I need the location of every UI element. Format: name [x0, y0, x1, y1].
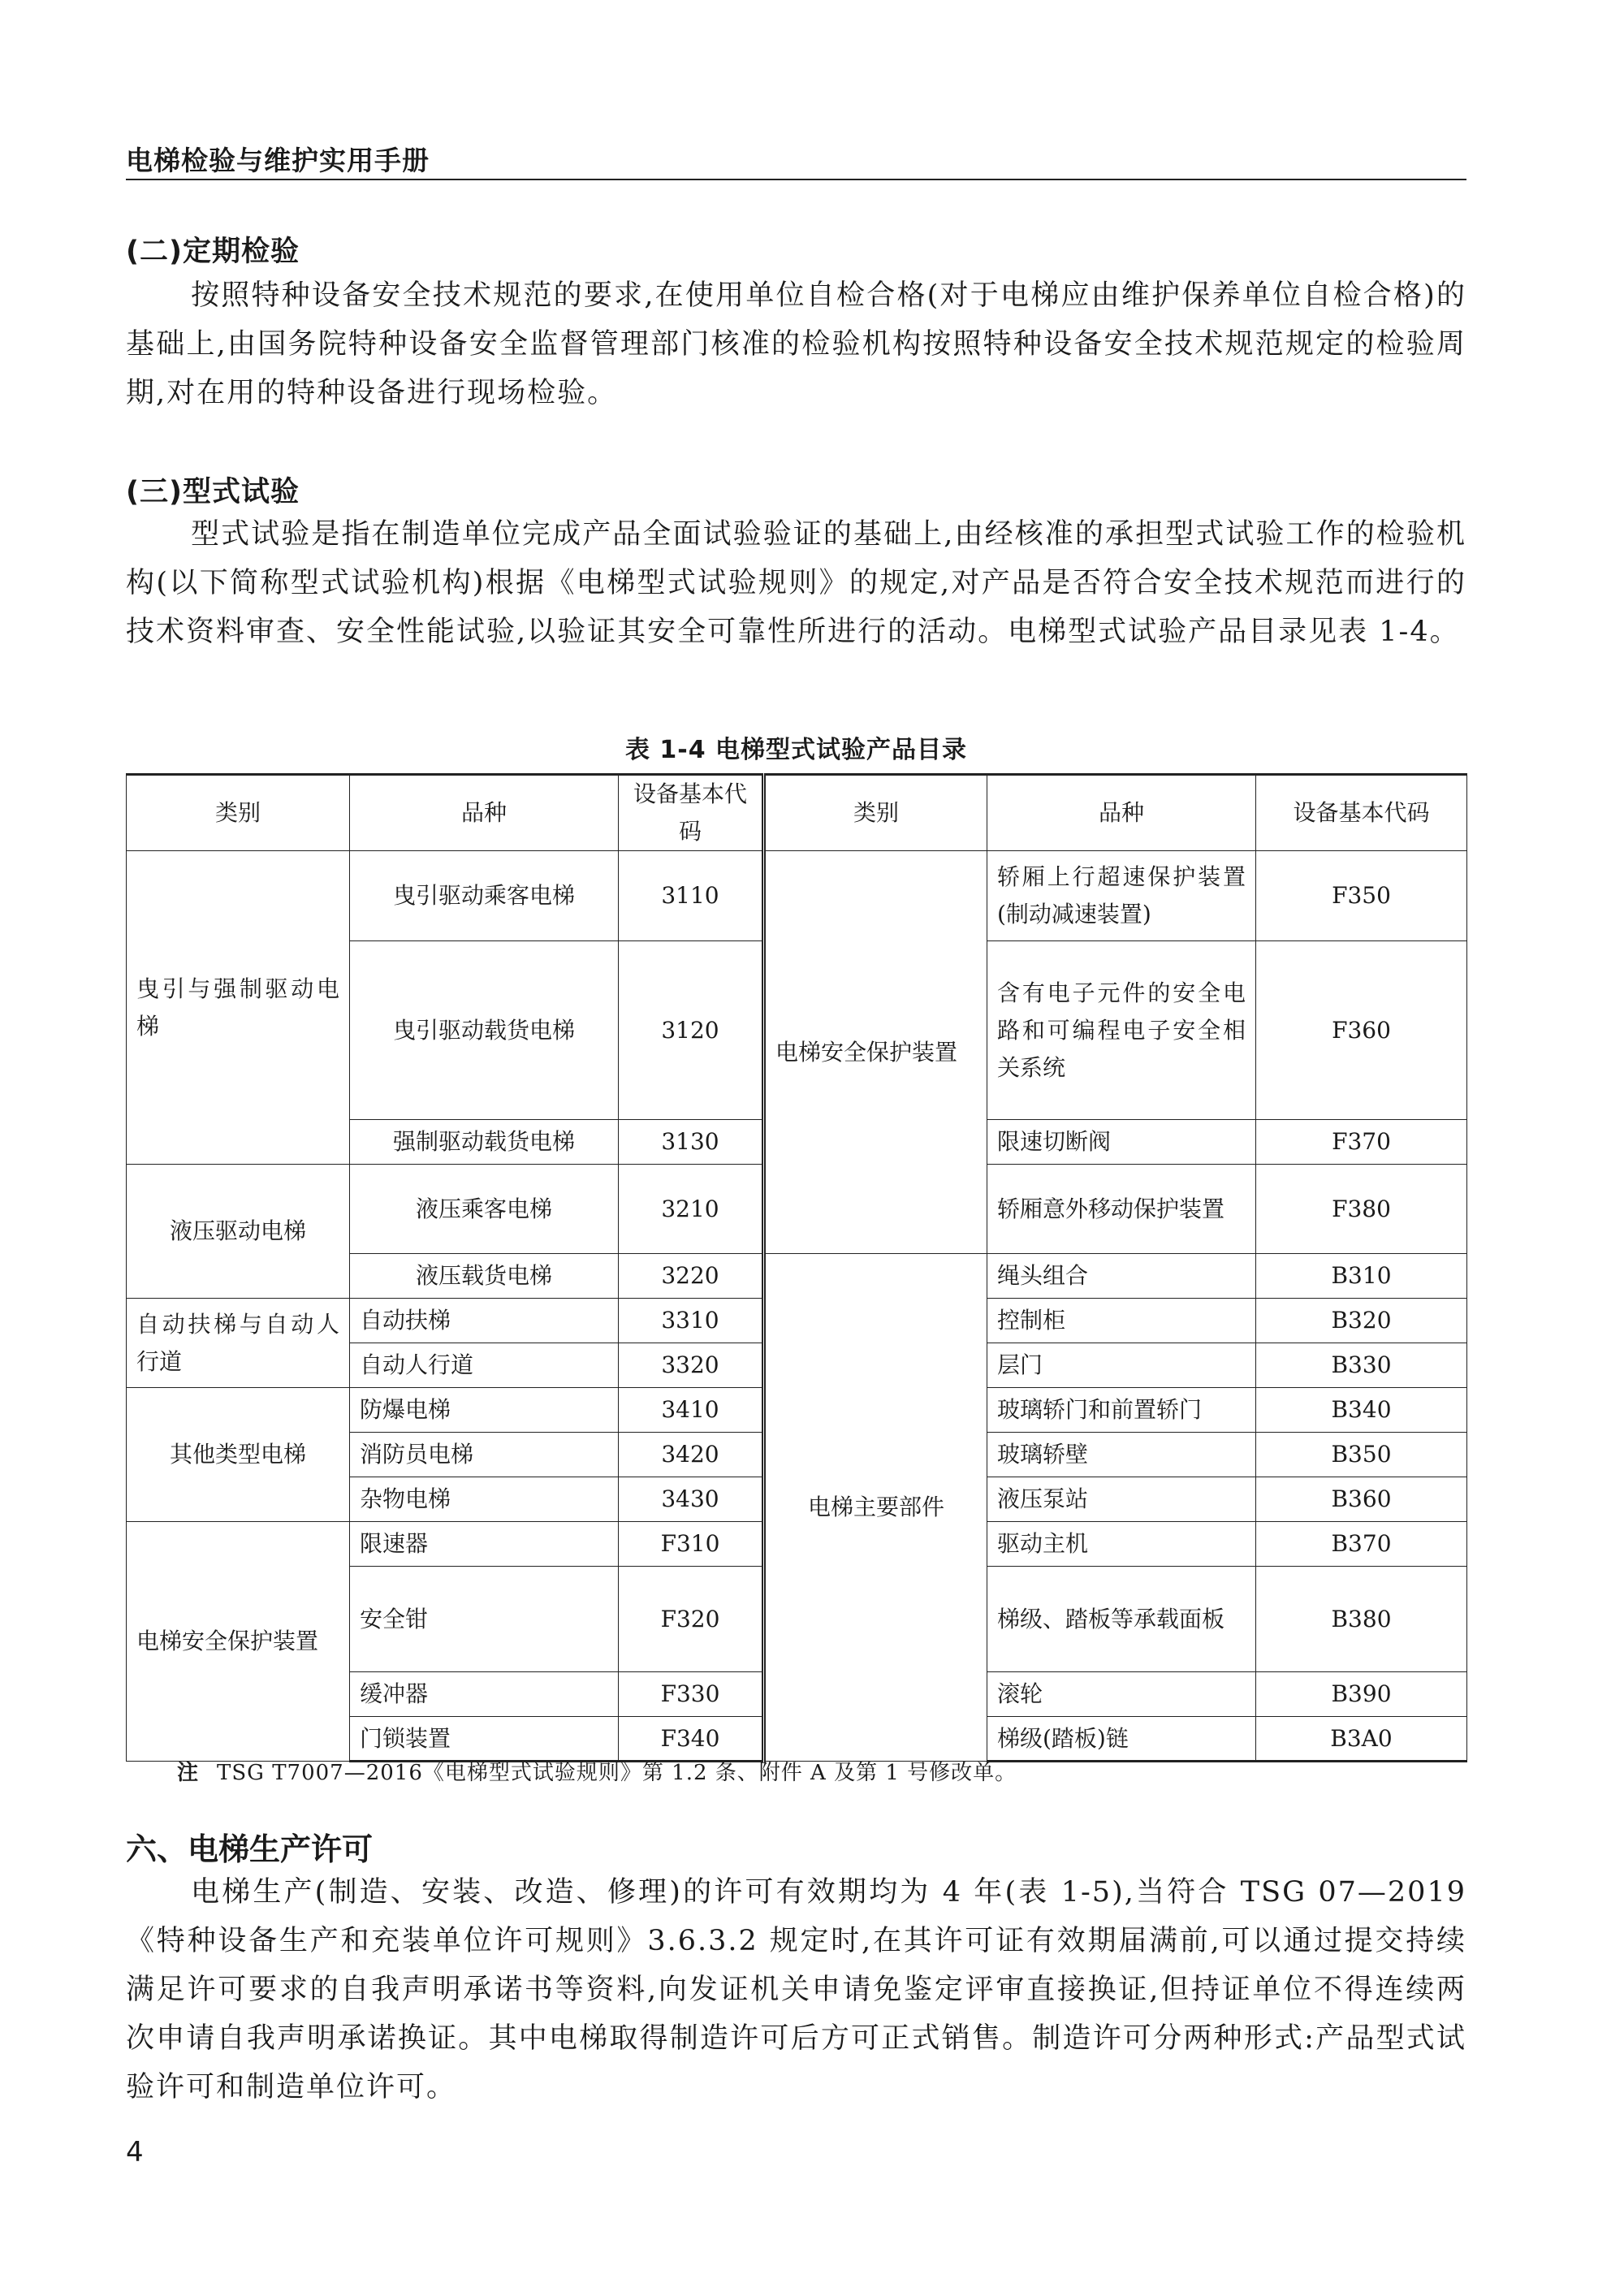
variety-cell: 含有电子元件的安全电路和可编程电子安全相关系统 [987, 941, 1256, 1120]
code-cell: F310 [619, 1522, 764, 1567]
heading-production-license: 六、电梯生产许可 [126, 1831, 374, 1867]
code-cell: F350 [1256, 851, 1467, 941]
code-cell: 3430 [619, 1477, 764, 1522]
category-cell: 自动扶梯与自动人行道 [127, 1299, 350, 1388]
header-variety-left: 品种 [350, 775, 619, 851]
code-cell: B340 [1256, 1388, 1467, 1433]
heading-periodic-inspection: (二)定期检验 [126, 236, 300, 268]
code-cell: 3210 [619, 1165, 764, 1254]
category-cell: 电梯安全保护装置 [127, 1522, 350, 1762]
code-cell: F360 [1256, 941, 1467, 1120]
type-test-catalog-table [126, 773, 1467, 1762]
variety-cell: 限速器 [350, 1522, 619, 1567]
paragraph-type-test: 型式试验是指在制造单位完成产品全面试验验证的基础上,由经核准的承担型式试验工作的检验机构(以下简称型式试验机构)根据《电梯型式试验规则》的规定,对产品是否符合安全技术规范而进行的技术资料审查、安全性能试验,以验证其安全可靠性所进行的活动。电梯型式试验产品目录见表 1-4。 [126, 518, 1466, 648]
code-cell: B350 [1256, 1433, 1467, 1477]
variety-cell: 防爆电梯 [350, 1388, 619, 1433]
paragraph-periodic-inspection: 按照特种设备安全技术规范的要求,在使用单位自检合格(对于电梯应由维护保养单位自检合格)的基础上,由国务院特种设备安全监督管理部门核准的检验机构按照特种设备安全技术规范规定的检验周期,对在用的特种设备进行现场检验。 [126, 279, 1466, 409]
code-cell: 3130 [619, 1120, 764, 1165]
paragraph-production-license: 电梯生产(制造、安装、改造、修理)的许可有效期均为 4 年(表 1-5),当符合 TSG 07—2019《特种设备生产和充装单位许可规则》3.6.3.2 规定时,在其许可证有效期届满前,可以通过提交持续满足许可要求的自我声明承诺书等资料,向发证机关申请免鉴定评审直接换证,但持证单位不得连续两次申请自我声明承诺换证。其中电梯取得制造许可后方可正式销售。制造许可分两种形式:产品型式试验许可和制造单位许可。 [126, 1876, 1466, 2104]
category-cell: 电梯主要部件 [764, 1254, 987, 1762]
running-head: 电梯检验与维护实用手册 [126, 145, 430, 176]
code-cell: B320 [1256, 1299, 1467, 1343]
code-cell: B370 [1256, 1522, 1467, 1567]
category-cell: 曳引与强制驱动电梯 [127, 851, 350, 1165]
variety-cell: 门锁装置 [350, 1717, 619, 1762]
variety-cell: 自动人行道 [350, 1343, 619, 1388]
note-label: 注 [177, 1761, 200, 1785]
variety-cell: 层门 [987, 1343, 1256, 1388]
table-caption: 表 1-4 电梯型式试验产品目录 [624, 736, 968, 764]
code-cell: B380 [1256, 1567, 1467, 1672]
variety-cell: 曳引驱动乘客电梯 [350, 851, 619, 941]
variety-cell: 玻璃轿门和前置轿门 [987, 1388, 1256, 1433]
variety-cell: 强制驱动载货电梯 [350, 1120, 619, 1165]
note-text: TSG T7007—2016《电梯型式试验规则》第 1.2 条、附件 A 及第 1 号修改单。 [217, 1761, 1017, 1785]
table-note [177, 1756, 1017, 1786]
variety-cell: 梯级(踏板)链 [987, 1717, 1256, 1762]
variety-cell: 杂物电梯 [350, 1477, 619, 1522]
header-category-left: 类别 [127, 775, 350, 851]
variety-cell: 曳引驱动载货电梯 [350, 941, 619, 1120]
code-cell: 3410 [619, 1388, 764, 1433]
code-cell: B390 [1256, 1672, 1467, 1717]
category-cell: 电梯安全保护装置 [764, 851, 987, 1254]
variety-cell: 自动扶梯 [350, 1299, 619, 1343]
variety-cell: 梯级、踏板等承载面板 [987, 1567, 1256, 1672]
header-code-right: 设备基本代码 [1256, 775, 1467, 851]
category-cell: 液压驱动电梯 [127, 1165, 350, 1299]
code-cell: B310 [1256, 1254, 1467, 1299]
heading-type-test: (三)型式试验 [126, 476, 300, 508]
code-cell: 3420 [619, 1433, 764, 1477]
variety-cell: 缓冲器 [350, 1672, 619, 1717]
code-cell: F340 [619, 1717, 764, 1762]
code-cell: B360 [1256, 1477, 1467, 1522]
page-number: 4 [126, 2136, 144, 2168]
variety-cell: 限速切断阀 [987, 1120, 1256, 1165]
header-code-left: 设备基本代码 [619, 775, 764, 851]
code-cell: 3110 [619, 851, 764, 941]
header-variety-right: 品种 [987, 775, 1256, 851]
code-cell: B3A0 [1256, 1717, 1467, 1762]
code-cell: 3120 [619, 941, 764, 1120]
variety-cell: 液压载货电梯 [350, 1254, 619, 1299]
header-category-right: 类别 [764, 775, 987, 851]
table-row [127, 851, 1467, 941]
code-cell: 3320 [619, 1343, 764, 1388]
variety-cell: 轿厢上行超速保护装置(制动减速装置) [987, 851, 1256, 941]
code-cell: F320 [619, 1567, 764, 1672]
variety-cell: 滚轮 [987, 1672, 1256, 1717]
variety-cell: 轿厢意外移动保护装置 [987, 1165, 1256, 1254]
variety-cell: 控制柜 [987, 1299, 1256, 1343]
variety-cell: 玻璃轿壁 [987, 1433, 1256, 1477]
variety-cell: 液压泵站 [987, 1477, 1256, 1522]
variety-cell: 绳头组合 [987, 1254, 1256, 1299]
code-cell: B330 [1256, 1343, 1467, 1388]
variety-cell: 安全钳 [350, 1567, 619, 1672]
header-rule [126, 179, 1466, 180]
code-cell: F380 [1256, 1165, 1467, 1254]
code-cell: F370 [1256, 1120, 1467, 1165]
variety-cell: 驱动主机 [987, 1522, 1256, 1567]
code-cell: 3310 [619, 1299, 764, 1343]
code-cell: 3220 [619, 1254, 764, 1299]
category-cell: 其他类型电梯 [127, 1388, 350, 1522]
variety-cell: 液压乘客电梯 [350, 1165, 619, 1254]
code-cell: F330 [619, 1672, 764, 1717]
variety-cell: 消防员电梯 [350, 1433, 619, 1477]
